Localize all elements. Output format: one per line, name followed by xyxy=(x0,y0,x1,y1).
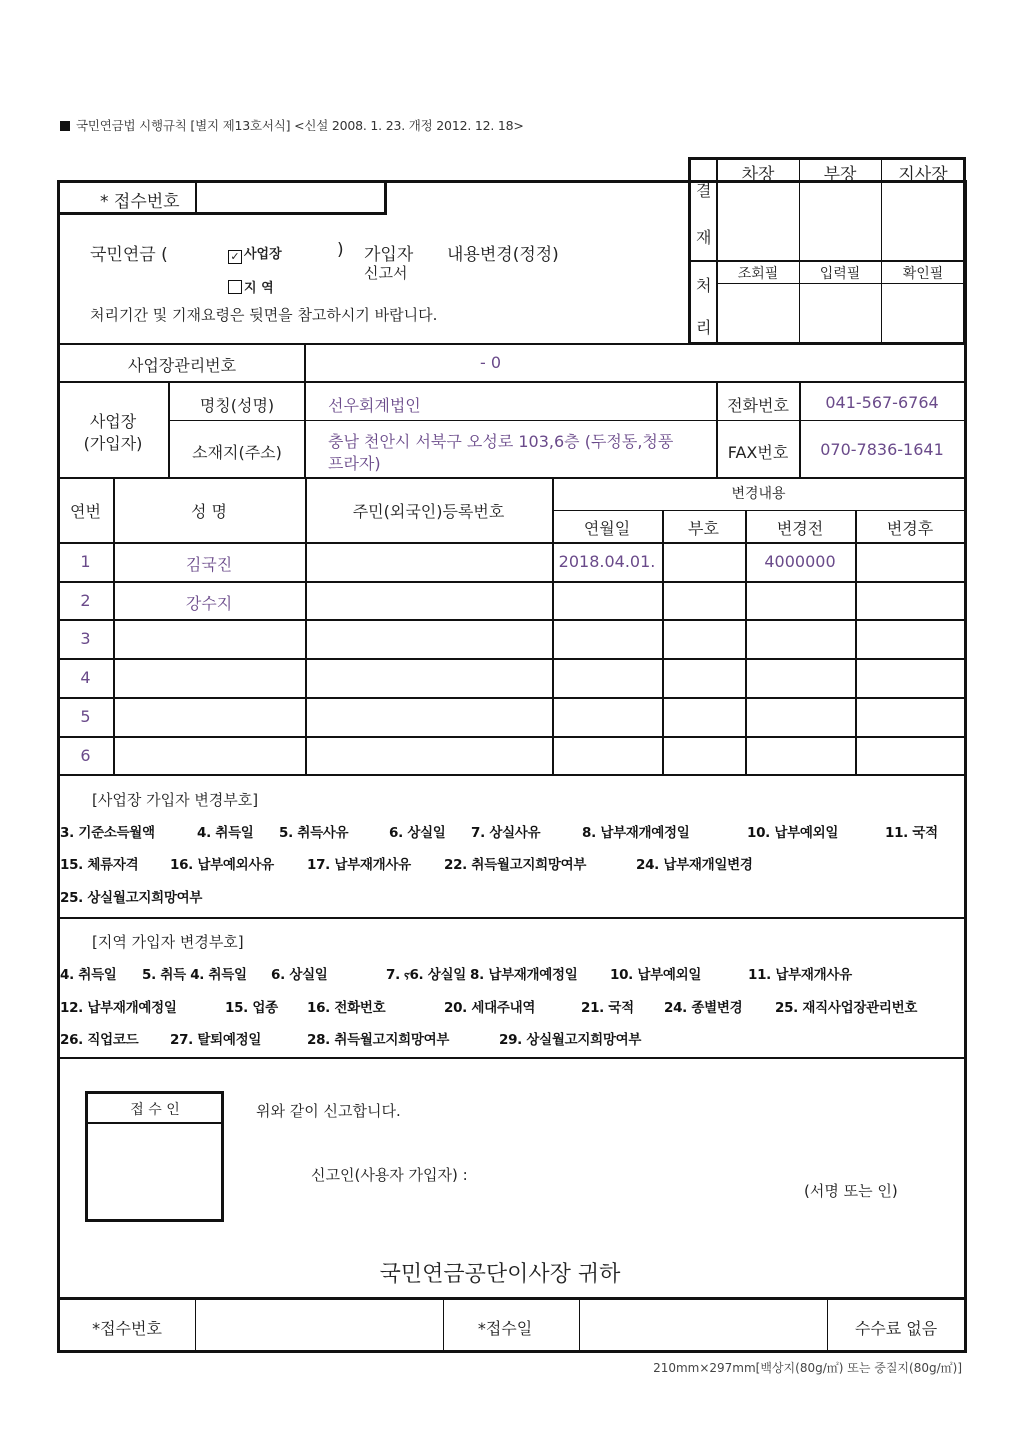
table-grid-line xyxy=(58,658,965,660)
phone-value[interactable]: 041-567-6764 xyxy=(825,393,939,412)
table-grid-line xyxy=(745,510,747,774)
receiver-stamp-area[interactable] xyxy=(89,1126,220,1218)
form-instruction: 처리기간 및 기재요령은 뒷면을 참고하시기 바랍니다. xyxy=(90,306,438,324)
approval-header-branch-head: 지사장 xyxy=(898,165,948,185)
row-2-name[interactable]: 강수지 xyxy=(185,594,233,613)
header-rrn: 주민(외국인)등록번호 xyxy=(352,502,505,521)
change-code-item: 12. 납부재개예정일 xyxy=(60,1000,177,1016)
table-grid-line xyxy=(58,581,965,583)
declarant-label: 신고인(사용자 가입자) : xyxy=(311,1166,468,1184)
process-header-input: 입력필 xyxy=(819,266,861,282)
change-code-item: 7. ⲋ6. 상실일 xyxy=(386,967,466,983)
header-date: 연월일 xyxy=(583,519,631,538)
change-code-item: 16. 전화번호 xyxy=(307,1000,386,1016)
change-code-item: 26. 직업코드 xyxy=(60,1032,139,1048)
receiver-label: 접 수 인 xyxy=(130,1102,180,1118)
header-after: 변경후 xyxy=(886,519,934,538)
signature-hint: (서명 또는 인) xyxy=(804,1182,898,1200)
row-2-seq: 2 xyxy=(80,591,91,610)
change-code-item: 21. 국적 xyxy=(581,1000,634,1016)
change-code-item: 27. 탈퇴예정일 xyxy=(170,1032,262,1048)
approval-header-vice-manager: 차장 xyxy=(741,165,775,185)
checkbox-workplace[interactable]: ✓ xyxy=(228,250,242,264)
process-header-confirm: 확인필 xyxy=(902,266,944,282)
header-code: 부호 xyxy=(688,519,719,538)
change-code-item: 17. 납부재개사유 xyxy=(307,857,411,873)
row-1-before[interactable]: 4000000 xyxy=(764,552,836,571)
option-region[interactable]: 지 역 xyxy=(228,277,274,296)
approval-header-manager: 부장 xyxy=(823,165,857,185)
change-code-item: 3. 기준소득월액 xyxy=(60,825,155,841)
phone-label: 전화번호 xyxy=(727,396,789,415)
process-header-inquiry: 조회필 xyxy=(737,266,779,282)
row-4-seq: 4 xyxy=(80,668,91,687)
change-code-item: 4. 취득일 xyxy=(60,967,117,983)
form-title-close-paren: ) xyxy=(337,240,344,260)
name-value[interactable]: 선우회계법인 xyxy=(328,396,421,415)
table-grid-line xyxy=(58,542,965,544)
receipt-number-label: * 접수번호 xyxy=(100,192,180,212)
row-5-seq: 5 xyxy=(80,707,91,726)
mgmt-no-label: 사업장관리번호 xyxy=(127,356,237,375)
table-grid-line xyxy=(855,510,857,774)
process-side-label-2: 리 xyxy=(696,318,712,337)
declarant-field[interactable] xyxy=(500,1160,790,1184)
address-value-line1[interactable]: 충남 천안시 서북구 오성로 103,6층 (두정동,청풍 xyxy=(328,432,674,451)
declaration-statement: 위와 같이 신고합니다. xyxy=(256,1102,401,1120)
header-before: 변경전 xyxy=(776,519,824,538)
form-header-note: 국민연금법 시행규칙 [별지 제13호서식] <신설 2008. 1. 23. 개정 2012. 12. 18> xyxy=(60,116,524,134)
change-code-item: 11. 국적 xyxy=(885,825,938,841)
change-code-item: 28. 취득월고지희망여부 xyxy=(307,1032,450,1048)
change-code-item: 25. 상실월고지희망여부 xyxy=(60,890,203,906)
header-seq: 연번 xyxy=(70,502,101,521)
footer-receipt-date-label: *접수일 xyxy=(477,1319,533,1338)
table-grid-line xyxy=(58,736,965,738)
workplace-section-label-2: (가입자) xyxy=(83,434,143,453)
option-workplace[interactable]: ✓ 사업장 xyxy=(228,243,282,264)
header-change-group: 변경내용 xyxy=(731,486,786,502)
change-code-item: 25. 재직사업장관리번호 xyxy=(775,1000,918,1016)
change-code-item: 10. 납부예외일 xyxy=(747,825,839,841)
footer-receipt-no-field[interactable] xyxy=(198,1301,441,1349)
change-code-item: 24. 납부재개일변경 xyxy=(636,857,753,873)
workplace-codes-title: [사업장 가입자 변경부호] xyxy=(92,791,259,809)
row-6-seq: 6 xyxy=(80,746,91,765)
fax-value[interactable]: 070-7836-1641 xyxy=(820,440,944,459)
change-code-item: 11. 납부재개사유 xyxy=(748,967,852,983)
process-side-label-1: 처 xyxy=(696,276,712,295)
footer-receipt-no-label: *접수번호 xyxy=(92,1319,162,1338)
row-1-date[interactable]: 2018.04.01. xyxy=(558,552,656,571)
address-label: 소재지(주소) xyxy=(192,443,282,462)
form-title-subscriber: 가입자 xyxy=(364,245,414,265)
change-code-item: 15. 업종 xyxy=(225,1000,278,1016)
change-code-item: 16. 납부예외사유 xyxy=(170,857,274,873)
change-code-item: 6. 상실일 xyxy=(271,967,328,983)
change-code-item: 5. 취득 4. 취득일 xyxy=(142,967,247,983)
table-grid-line xyxy=(553,510,965,511)
region-codes-title: [지역 가입자 변경부호] xyxy=(92,933,244,951)
square-bullet-icon xyxy=(60,121,70,131)
change-code-item: 6. 상실일 xyxy=(389,825,446,841)
table-grid-line xyxy=(58,774,965,776)
approval-side-label-2: 재 xyxy=(696,228,712,247)
fax-label: FAX번호 xyxy=(727,443,789,462)
workplace-section-label-1: 사업장 xyxy=(89,412,137,431)
receipt-number-field[interactable] xyxy=(198,183,383,212)
fee-label: 수수료 없음 xyxy=(854,1319,938,1338)
change-code-item: 7. 상실사유 xyxy=(471,825,541,841)
change-code-item: 20. 세대주내역 xyxy=(444,1000,536,1016)
mgmt-no-value[interactable]: - 0 xyxy=(480,353,502,372)
footer-receipt-date-field[interactable] xyxy=(582,1301,825,1349)
change-code-item: 10. 납부예외일 xyxy=(610,967,702,983)
paper-spec: 210mm×297mm[백상지(80g/㎡) 또는 중질지(80g/㎡)] xyxy=(653,1361,962,1375)
change-code-item: 8. 납부재개예정일 xyxy=(470,967,578,983)
change-code-item: 29. 상실월고지희망여부 xyxy=(499,1032,642,1048)
change-code-item: 4. 취득일 xyxy=(197,825,254,841)
table-grid-line xyxy=(305,478,307,774)
form-title-main: 내용변경(정정) xyxy=(447,245,559,265)
table-grid-line xyxy=(58,619,965,621)
address-value-line2: 프라자) xyxy=(328,454,381,473)
change-code-item: 15. 체류자격 xyxy=(60,857,139,873)
row-1-seq: 1 xyxy=(80,552,91,571)
approval-side-label-1: 결 xyxy=(696,181,712,200)
header-name: 성 명 xyxy=(191,502,227,521)
addressee: 국민연금공단이사장 귀하 xyxy=(379,1262,621,1287)
row-3-seq: 3 xyxy=(80,629,91,648)
row-1-name[interactable]: 김국진 xyxy=(185,555,233,574)
table-grid-line xyxy=(58,697,965,699)
change-code-item: 24. 종별변경 xyxy=(664,1000,743,1016)
change-code-item: 8. 납부재개예정일 xyxy=(582,825,690,841)
change-code-item: 22. 취득월고지희망여부 xyxy=(444,857,587,873)
table-grid-line xyxy=(552,478,554,774)
change-code-item: 5. 취득사유 xyxy=(279,825,349,841)
table-grid-line xyxy=(113,478,115,774)
form-title-prefix: 국민연금 ( xyxy=(90,245,168,265)
form-title-report: 신고서 xyxy=(364,264,408,282)
name-label: 명칭(성명) xyxy=(199,396,275,415)
table-grid-line xyxy=(662,510,664,774)
checkbox-region[interactable] xyxy=(228,280,242,294)
